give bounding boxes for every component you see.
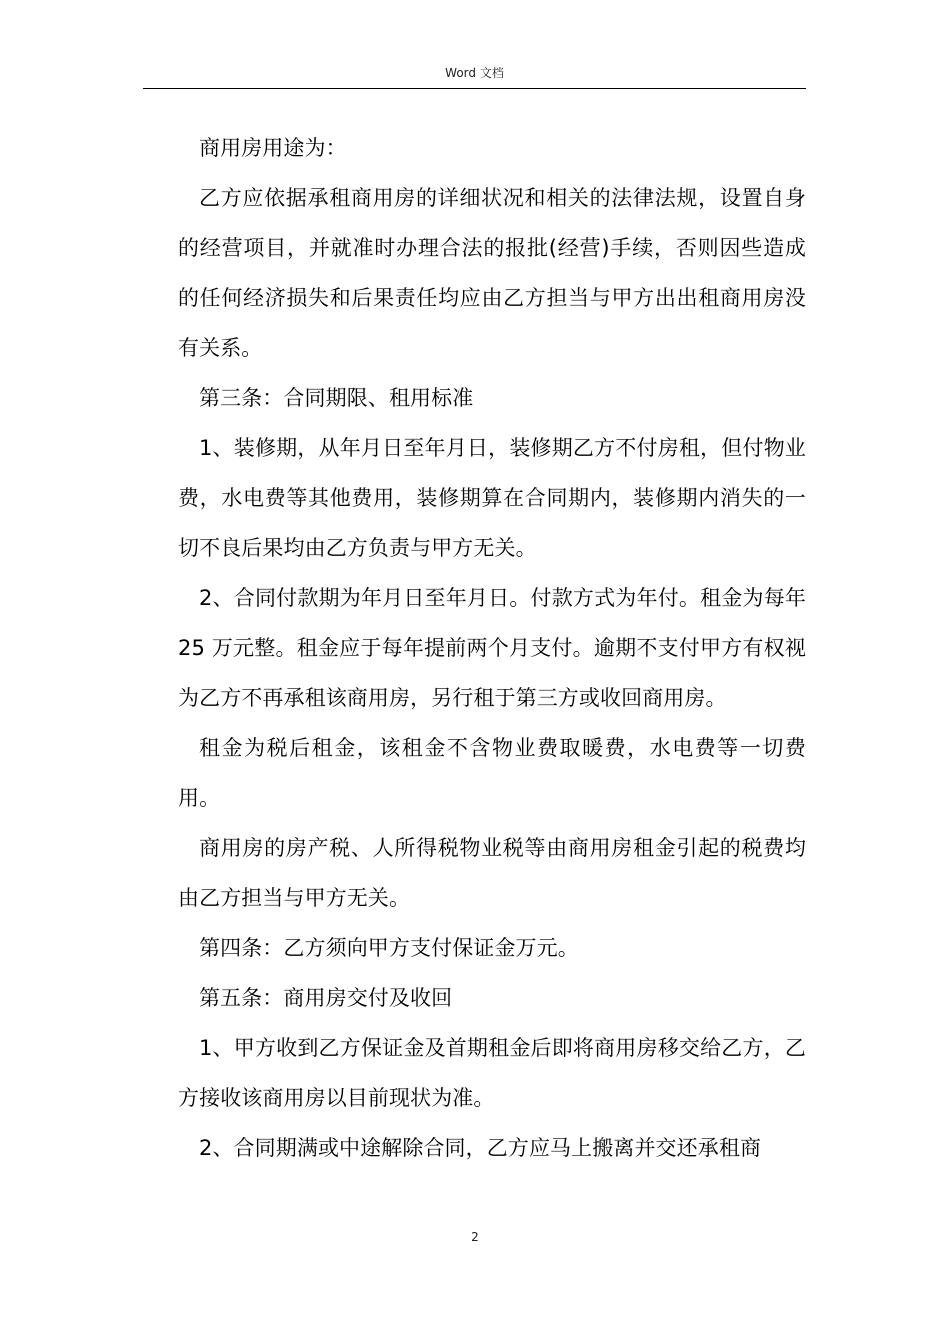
paragraph-usage: 商用房用途为： [199,136,347,160]
paragraph-termination: 2、合同期满或中途解除合同，乙方应马上搬离并交还承租商 [199,1136,762,1160]
page-header [143,64,806,89]
page-number: 2 [471,1230,479,1244]
header-divider [143,88,806,89]
paragraph-payment-terms: 2、合同付款期为年月日至年月日。付款方式为年付。租金为每年 25 万元整。租金应于每年提前两个月支付。逾期不支付甲方有权视为乙方不再承租该商用房，另行租于第三方或收回商用房。 [178,586,806,710]
paragraph-business-scope: 乙方应依据承租商用房的详细状况和相关的法律法规，设置自身的经营项目，并就准时办理合法的报批(经营)手续，否则因些造成的任何经济损失和后果责任均应由乙方担当与甲方出出租商用房没有关系。 [178,186,806,360]
section-heading-article-3: 第三条：合同期限、租用标准 [199,386,474,410]
paragraph-rent-tax: 租金为税后租金，该租金不含物业费取暖费，水电费等一切费用。 [178,736,806,810]
section-heading-article-4: 第四条：乙方须向甲方支付保证金万元。 [199,936,579,960]
paragraph-property-taxes: 商用房的房产税、人所得税物业税等由商用房租金引起的税费均由乙方担当与甲方无关。 [178,836,806,910]
paragraph-handover: 1、甲方收到乙方保证金及首期租金后即将商用房移交给乙方，乙方接收该商用房以目前现状为准。 [178,1036,806,1110]
header-title: Word 文档 [445,66,504,80]
section-heading-article-5: 第五条：商用房交付及收回 [199,986,453,1010]
document-body [178,123,806,1173]
paragraph-renovation-period: 1、装修期，从年月日至年月日，装修期乙方不付房租，但付物业费，水电费等其他费用，装修期算在合同期内，装修期内消失的一切不良后果均由乙方负责与甲方无关。 [178,436,806,560]
